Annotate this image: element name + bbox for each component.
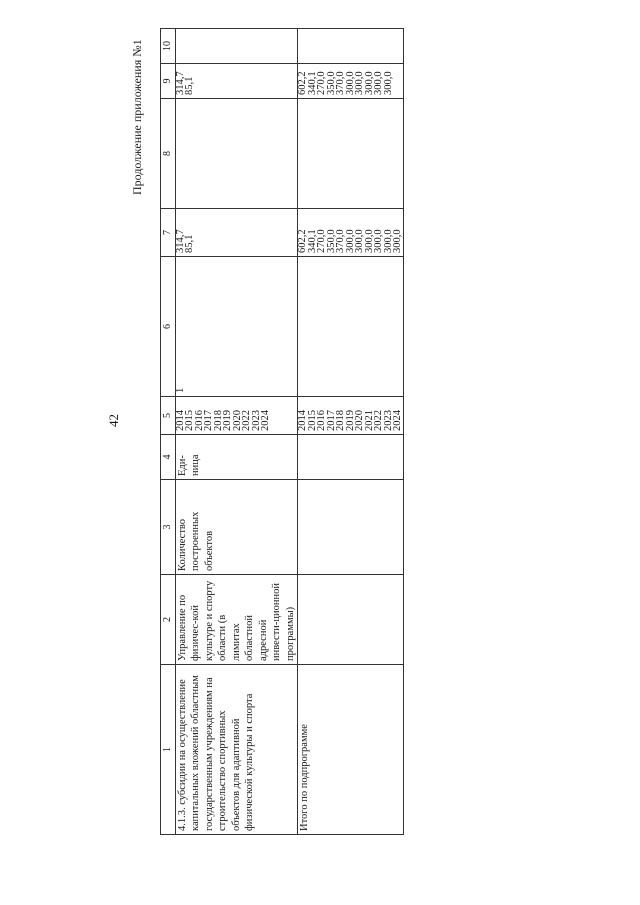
col7-values xyxy=(175,99,298,209)
year: 2016 xyxy=(193,410,205,431)
value: 270,0 xyxy=(316,71,327,95)
value: 270,0 xyxy=(316,229,327,253)
col8-values xyxy=(298,64,404,99)
column-number: 2 xyxy=(161,575,176,665)
year: 2022 xyxy=(241,410,252,431)
column-number: 4 xyxy=(161,435,176,480)
col9-values xyxy=(175,29,298,64)
year: 2019 xyxy=(222,410,233,431)
value: 300,0 xyxy=(373,71,384,95)
value: 350,0 xyxy=(325,71,337,95)
value: 300,0 xyxy=(373,229,384,253)
appendix-caption: Продолжение приложения №1 xyxy=(130,39,144,195)
value: 300,0 xyxy=(392,229,403,253)
value: 314,7 xyxy=(174,229,186,253)
value: 300,0 xyxy=(354,71,365,95)
year: 2017 xyxy=(325,410,337,431)
col9-values xyxy=(298,29,404,64)
years-cell xyxy=(175,397,298,435)
value: 300,0 xyxy=(363,71,375,95)
year: 2023 xyxy=(250,410,262,431)
subprogram-table xyxy=(160,28,404,835)
column-number: 7 xyxy=(161,209,176,257)
year: 2020 xyxy=(231,410,243,431)
value: 300,0 xyxy=(354,229,365,253)
responsible-executor: Управление по физичес-кой культуре и спорту области (в лимитах областной адресной инвести-ционной программы) xyxy=(175,575,298,665)
value: 300,0 xyxy=(363,229,375,253)
year: 2024 xyxy=(260,410,271,431)
value: 602,2 xyxy=(297,229,308,253)
value: 300,0 xyxy=(382,229,394,253)
empty-cell xyxy=(298,480,404,575)
column-number: 1 xyxy=(161,665,176,835)
col7-values xyxy=(298,99,404,209)
col5-values xyxy=(298,257,404,397)
empty-cell xyxy=(298,435,404,480)
value: 340,1 xyxy=(306,71,318,95)
year: 2018 xyxy=(212,410,224,431)
value: 300,0 xyxy=(344,71,356,95)
col5-values xyxy=(175,257,298,397)
year: 2021 xyxy=(363,410,375,431)
measure-description: 4.1.3. субсидии на осуществление капитальных вложений областным государственным учреждениям на строительство спортивных объектов для адаптивной физической культуры и спорта xyxy=(175,665,298,835)
value: 314,7 xyxy=(174,71,186,95)
year: 2015 xyxy=(306,410,318,431)
indicator-name: Количество построенных объектов xyxy=(175,480,298,575)
value: 370,0 xyxy=(335,229,346,253)
value: 85,1 xyxy=(184,76,195,95)
column-number: 5 xyxy=(161,397,176,435)
value: 350,0 xyxy=(325,229,337,253)
empty-cell xyxy=(298,575,404,665)
year: 2016 xyxy=(316,410,327,431)
year: 2023 xyxy=(382,410,394,431)
year: 2014 xyxy=(297,410,308,431)
col6-values xyxy=(175,209,298,257)
col8-values xyxy=(175,64,298,99)
table-row xyxy=(175,29,298,835)
year: 2024 xyxy=(392,410,403,431)
value: 370,0 xyxy=(335,71,346,95)
year: 2018 xyxy=(335,410,346,431)
value: 340,1 xyxy=(306,229,318,253)
value: 300,0 xyxy=(344,229,356,253)
value: 1 xyxy=(174,387,186,393)
year: 2019 xyxy=(344,410,356,431)
value: 602,2 xyxy=(297,71,308,95)
page-number: 42 xyxy=(106,414,121,427)
years-cell xyxy=(298,397,404,435)
year: 2022 xyxy=(373,410,384,431)
year: 2020 xyxy=(354,410,365,431)
table-row xyxy=(298,29,404,835)
column-number: 10 xyxy=(161,29,176,64)
column-number: 9 xyxy=(161,64,176,99)
subtotal-label: Итого по подпрограмме xyxy=(298,665,404,835)
unit-of-measure: Еди-ница xyxy=(175,435,298,480)
column-number: 6 xyxy=(161,257,176,397)
column-number-row xyxy=(161,29,176,835)
value: 85,1 xyxy=(184,234,195,253)
column-number: 8 xyxy=(161,99,176,209)
year: 2014 xyxy=(174,410,186,431)
column-number: 3 xyxy=(161,480,176,575)
col6-values xyxy=(298,209,404,257)
value: 300,0 xyxy=(382,71,394,95)
year: 2017 xyxy=(203,410,214,431)
year: 2015 xyxy=(184,410,195,431)
